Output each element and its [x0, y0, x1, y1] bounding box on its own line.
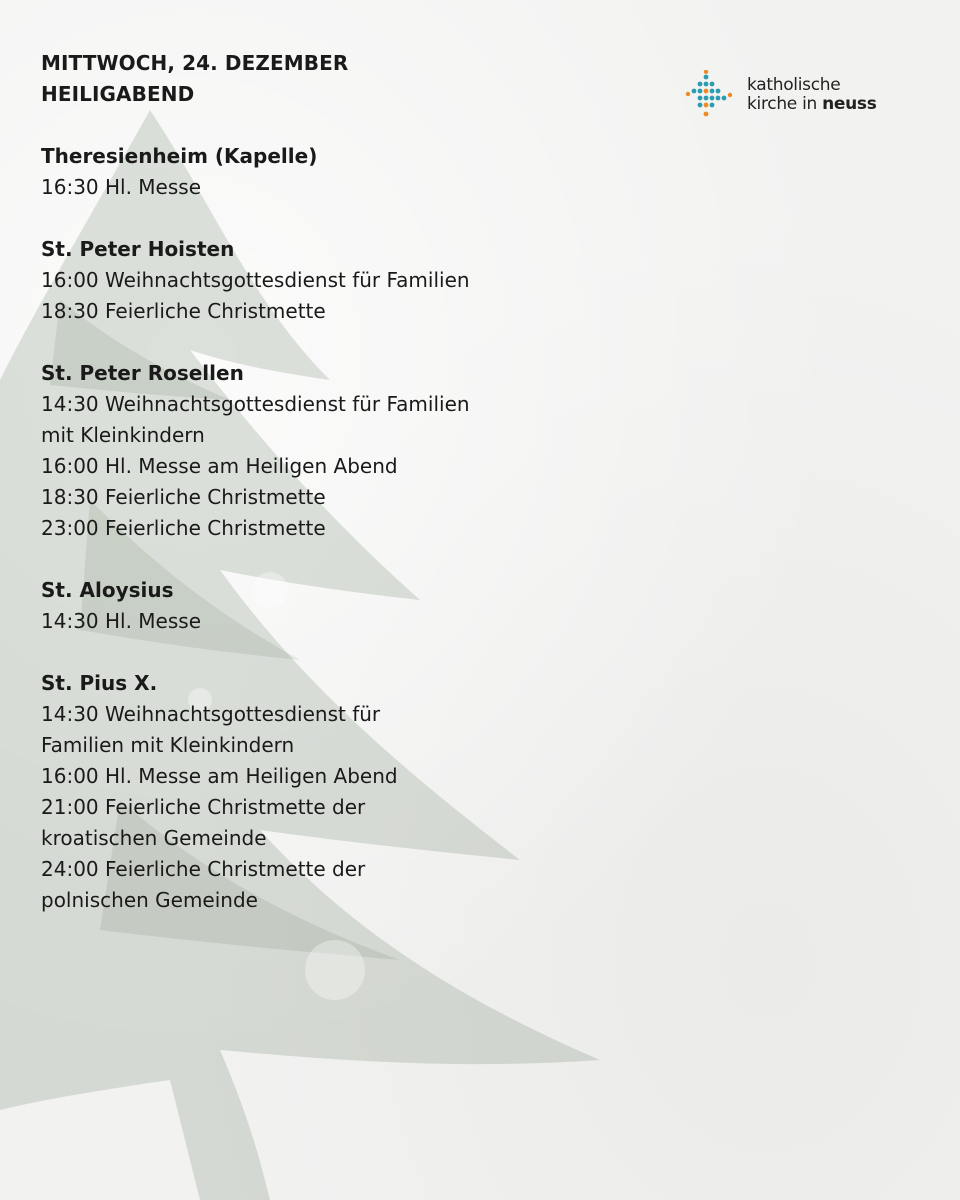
logo-dots-icon [684, 70, 734, 120]
service-line: 14:30 Weihnachtsgottesdienst für Familien [41, 392, 470, 416]
location-section [41, 141, 601, 203]
location-section [41, 358, 601, 544]
location-name: St. Aloysius [41, 578, 174, 602]
service-line: Familien mit Kleinkindern [41, 733, 295, 757]
logo-line-2-bold: neuss [822, 94, 877, 114]
logo-line-1: katholische [747, 75, 841, 95]
location-name: St. Peter Rosellen [41, 361, 244, 385]
service-line: 18:30 Feierliche Christmette [41, 485, 326, 509]
header-date: MITTWOCH, 24. DEZEMBER [41, 51, 349, 75]
logo-wordmark [747, 76, 877, 114]
location-section [41, 575, 601, 637]
service-line: 24:00 Feierliche Christmette der [41, 857, 366, 881]
service-line: 18:30 Feierliche Christmette [41, 299, 326, 323]
schedule-header [41, 48, 601, 110]
service-line: 16:00 Weihnachtsgottesdienst für Familien [41, 268, 470, 292]
logo-line-2 [747, 95, 877, 114]
schedule [41, 48, 601, 916]
service-line: 14:30 Hl. Messe [41, 609, 202, 633]
service-line: polnischen Gemeinde [41, 888, 258, 912]
location-name: St. Peter Hoisten [41, 237, 235, 261]
header-occasion: HEILIGABEND [41, 82, 195, 106]
logo-katholische-kirche-neuss [684, 70, 904, 120]
location-name: St. Pius X. [41, 671, 158, 695]
service-line: 23:00 Feierliche Christmette [41, 516, 326, 540]
location-list [41, 141, 601, 916]
service-line: kroatischen Gemeinde [41, 826, 267, 850]
service-line: 16:00 Hl. Messe am Heiligen Abend [41, 454, 398, 478]
location-section [41, 668, 601, 916]
service-line: 21:00 Feierliche Christmette der [41, 795, 366, 819]
service-line: 14:30 Weihnachtsgottesdienst für [41, 702, 381, 726]
service-line: 16:30 Hl. Messe [41, 175, 202, 199]
logo-line-2-prefix: kirche in [747, 94, 823, 114]
location-name: Theresienheim (Kapelle) [41, 144, 318, 168]
location-section [41, 234, 601, 327]
service-line: 16:00 Hl. Messe am Heiligen Abend [41, 764, 398, 788]
service-line: mit Kleinkindern [41, 423, 205, 447]
